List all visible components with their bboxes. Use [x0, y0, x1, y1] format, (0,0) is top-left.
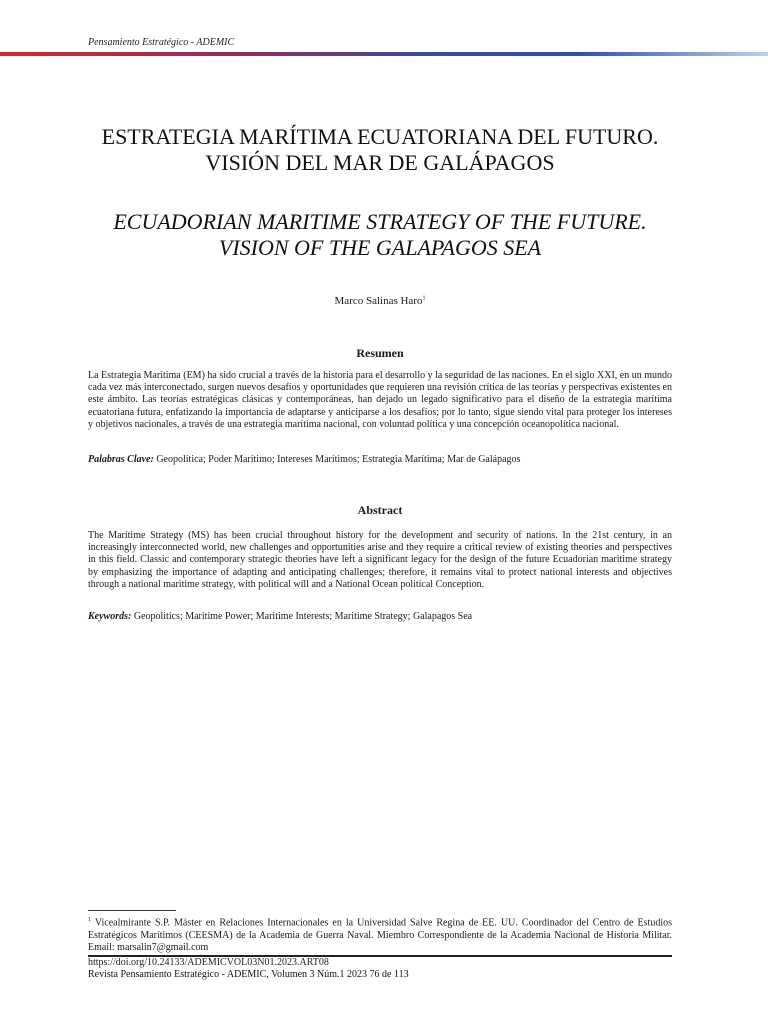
resumen-heading: Resumen — [356, 346, 404, 360]
title-english — [88, 209, 672, 261]
title-english-line1: ECUADORIAN MARITIME STRATEGY OF THE FUTURE. — [113, 209, 647, 234]
title-spanish — [88, 124, 672, 176]
doi-link[interactable]: https://doi.org/10.24133/ADEMICVOL03N01.2023.ART08 — [88, 957, 329, 968]
resumen-text: La Estrategia Marítima (EM) ha sido crucial a través de la historia para el desarrollo y la seguridad de las naciones. En el siglo XXI, en un mundo cada vez más interconectado, surgen nuevos desafíos y oportunidades que requieren una revisión crítica de las teorías y perspectivas existentes en este ámbito. Las teorías estratégicas clásicas y contemporáneas, han dejado un legado significativo para el diseño de la estrategia marítima ecuatoriana futura, enfatizando la importancia de adaptarse y anticiparse a los desafíos; por lo tanto, sigue siendo vital para proteger los intereses y objetivos nacionales, a través de una estrategia marítima nacional, con voluntad política y una concepción oceanopolítica nacional. — [88, 370, 672, 430]
abstract-keywords-list: Geopolitics; Maritime Power; Maritime Interests; Maritime Strategy; Galapagos Sea — [133, 611, 473, 622]
footnote-text: Vicealmirante S.P. Máster en Relaciones Internacionales en la Universidad Salve Regina de EE. UU. Coordinador del Centro de Estudios Estratégicos Marítimos (CEESMA) de la Academia de Guerra Naval. Miembro Correspondiente de la Academia Nacional de Historia Militar. Email: marsalin7@gmail.com — [88, 917, 672, 953]
footnote-divider — [88, 910, 176, 911]
abstract-heading: Abstract — [357, 503, 403, 517]
resumen-keywords-label: Palabras Clave: — [88, 454, 154, 465]
abstract-keywords-label: Keywords: — [88, 611, 132, 622]
author-footnote-mark: 1 — [422, 295, 426, 302]
abstract-keywords — [88, 611, 672, 623]
title-spanish-line1: ESTRATEGIA MARÍTIMA ECUATORIANA DEL FUTURO. — [101, 124, 659, 149]
header-color-bar — [0, 52, 768, 56]
title-spanish-line2: VISIÓN DEL MAR DE GALÁPAGOS — [205, 150, 555, 175]
abstract-text: The Maritime Strategy (MS) has been crucial throughout history for the development and security of nations. In the 21st century, in an increasingly interconnected world, new challenges and opportunities arise and they require a critical review of existing theories and perspectives in this field. Classic and contemporary strategic theories have left a significant legacy for the design of the future Ecuadorian maritime strategy by emphasizing the importance of adapting and anticipating challenges; therefore, it remains vital to protect national interests and objectives through a national maritime strategy, with political will and a National Ocean political Conception. — [88, 530, 672, 590]
journal-name: Pensamiento Estratégico - ADEMIC — [88, 37, 235, 48]
footnote — [88, 914, 672, 954]
footer-info: Revista Pensamiento Estratégico - ADEMIC, Volumen 3 Núm.1 2023 76 de 113 — [88, 969, 409, 980]
author-line — [88, 295, 672, 307]
footnote-mark: 1 — [88, 917, 91, 923]
resumen-keywords — [88, 454, 672, 466]
title-english-line2: VISION OF THE GALAPAGOS SEA — [218, 235, 542, 260]
resumen-keywords-list: Geopolítica; Poder Marítimo; Intereses Marítimos; Estrategia Marítima; Mar de Galápagos — [156, 454, 521, 465]
author-name: Marco Salinas Haro — [334, 295, 423, 307]
